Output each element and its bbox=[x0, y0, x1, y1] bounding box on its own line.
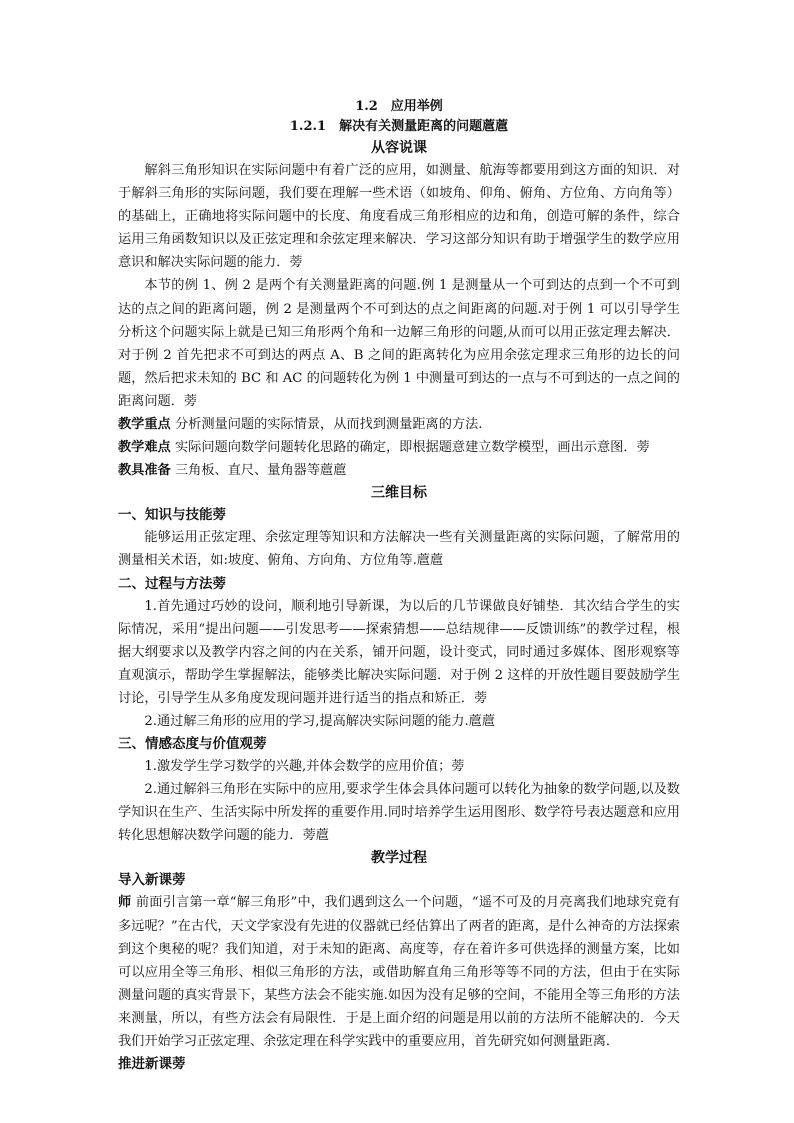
goal-2-paragraph-2: 2.通过解三角形的应用的学习,提高解决实际问题的能力.蔰蔰 bbox=[144, 713, 496, 729]
intro-paragraph-1: 解斜三角形知识在实际问题中有着广泛的应用，如测量、航海等都要用到这方面的知识．对于解斜三角形的实际问题，我们要在理解一些术语（如坡角、仰角、俯角、方位角、方向角等）的基础上，正确地将实际问题中的长度、角度看成三角形相应的边和角，创造可解的条件，综合运用三角函数知识以及正弦定理和余弦定理来解决．学习这部分知识有助于增强学生的数学应用意识和解决实际问题的能力．蒡 bbox=[118, 163, 680, 271]
goal-1-paragraph: 能够运用正弦定理、余弦定理等知识和方法解决一些有关测量距离的实际问题，了解常用的测量相关术语，如:坡度、俯角、方向角、方位角等.蔰蔰 bbox=[118, 530, 680, 569]
teaching-tools bbox=[118, 459, 680, 482]
document-page bbox=[118, 97, 680, 1075]
section-heading-intro: 从容说课 bbox=[371, 140, 427, 156]
lesson-subtitle: 1.2.1 解决有关测量距离的问题蔰蔰 bbox=[289, 119, 509, 134]
goal-3-paragraph-2: 2.通过解斜三角形在实际中的应用,要求学生体会具体问题可以转化为抽象的数学问题,以及数学知识在生产、生活实际中所发挥的重要作用.同时培养学生运用图形、数学符号表达题意和应用转化思想解决数学问题的能力．蒡蔰 bbox=[118, 782, 680, 844]
goal-1-heading: 一、知识与技能蒡 bbox=[118, 507, 226, 524]
section-heading-process: 教学过程 bbox=[371, 850, 427, 867]
teaching-difficulties bbox=[118, 436, 680, 459]
goal-3-heading: 三、情感态度与价值观蒡 bbox=[118, 736, 267, 753]
key-points-text: 分析测量问题的实际情景，从而找到测量距离的方法. bbox=[170, 417, 483, 433]
goal-2-heading: 二、过程与方法蒡 bbox=[118, 575, 226, 592]
difficulties-text: 实际问题向数学问题转化思路的确定，即根据题意建立数学模型，画出示意图．蒡 bbox=[170, 440, 650, 456]
goal-2-paragraph-1: 1.首先通过巧妙的设问，顺利地引导新课，为以后的几节课做良好铺垫．其次结合学生的实际情况，采用“提出问题——引发思考——探索猜想——总结规律——反馈训练”的教学过程，根据大纲要求以及教学内容之间的内在关系，铺开问题，设计变式，同时通过多媒体、图形观察等直观演示，帮助学生掌握解法，能够类比解决实际问题．对于例 2 这样的开放性题目要鼓励学生讨论，引导学生从多角度发现问题并进行适当的指点和矫正．蒡 bbox=[118, 598, 680, 706]
teacher-text: 前面引言第一章“解三角形”中，我们遇到这么一个问题，“遥不可及的月亮离我们地球究竟有多远呢？”在古代，天文学家没有先进的仪器就已经估算出了两者的距离，是什么神奇的方法探索到这个奥秘的呢？我们知道，对于未知的距离、高度等，存在着许多可供选择的测量方案，比如可以应用全等三角形、相似三角形的方法，或借助解直角三角形等等不同的方法，但由于在实际测量问题的真实背景下，某些方法会不能实施.如因为没有足够的空间，不能用全等三角形的方法来测量，所以，有些方法会有局限性．于是上面介绍的问题是用以前的方法所不能解决的．今天我们开始学习正弦定理、余弦定理在科学实践中的重要应用，首先研究如何测量距离． bbox=[118, 895, 680, 1049]
advance-new-lesson-heading: 推进新课蒡 bbox=[118, 1056, 186, 1073]
tools-text: 三角板、直尺、量角器等蔰蔰 bbox=[170, 463, 347, 479]
teacher-paragraph bbox=[118, 891, 680, 1053]
tools-label: 教具准备 bbox=[118, 463, 171, 479]
section-heading-goals: 三维目标 bbox=[371, 485, 427, 502]
teacher-label: 师 bbox=[118, 895, 132, 911]
key-points-label: 教学重点 bbox=[118, 417, 171, 433]
import-new-lesson-heading: 导入新课蒡 bbox=[118, 872, 186, 889]
goal-3-paragraph-1: 1.激发学生学习数学的兴趣,并体会数学的应用价值；蒡 bbox=[144, 759, 465, 775]
lesson-title: 1.2 应用举例 bbox=[355, 99, 443, 114]
teaching-key-points bbox=[118, 413, 680, 436]
intro-paragraph-2: 本节的例 1、例 2 是两个有关测量距离的问题.例 1 是测量从一个可到达的点到一个不可到达的点之间的距离问题，例 2 是测量两个不可到达的点之间距离的问题.对于例 1 可以引导学生分析这个问题实际上就是已知三角形两个角和一边解三角形的问题,从而可以用正弦定理去解决．对于例 2 首先把求不可到达的两点 A、B 之间的距离转化为应用余弦定理求三角形的边长的问题，然后把求未知的 BC 和 AC 的问题转化为例 1 中测量可到达的一点与不可到达的一点之间的距离问题．蒡 bbox=[118, 278, 680, 409]
difficulties-label: 教学难点 bbox=[118, 440, 171, 456]
